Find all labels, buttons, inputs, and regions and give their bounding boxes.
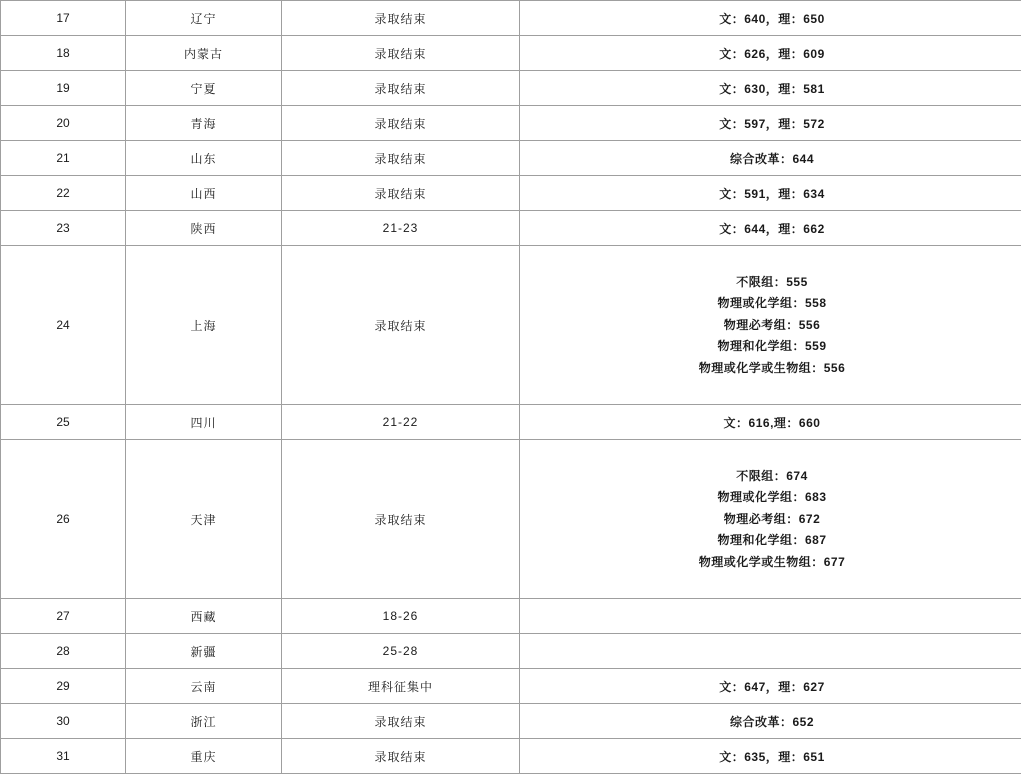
row-province: 辽宁: [126, 1, 282, 36]
score-line: 文：635，理：651: [719, 750, 825, 764]
score-line: 物理必考组：556: [520, 318, 1021, 332]
row-status: 录取结束: [282, 704, 520, 739]
row-score: [520, 211, 1021, 246]
score-line: 物理和化学组：687: [520, 533, 1021, 547]
row-status: 理科征集中: [282, 669, 520, 704]
score-line: 文：647，理：627: [719, 680, 825, 694]
row-score: [520, 634, 1021, 669]
row-status: 21-23: [282, 211, 520, 246]
row-score: [520, 71, 1021, 106]
row-score: [520, 246, 1021, 405]
score-line: 物理和化学组：559: [520, 339, 1021, 353]
row-score: [520, 599, 1021, 634]
table-row: [1, 246, 1021, 405]
row-index: 22: [1, 176, 126, 211]
table-row: [1, 36, 1021, 71]
score-line: 文：597，理：572: [719, 117, 825, 131]
table-row: [1, 211, 1021, 246]
score-line: 物理或化学或生物组：556: [520, 361, 1021, 375]
row-province: 宁夏: [126, 71, 282, 106]
row-province: 上海: [126, 246, 282, 405]
score-line: 不限组：674: [520, 469, 1021, 483]
table-row: [1, 1, 1021, 36]
row-score: [520, 106, 1021, 141]
table-row: [1, 669, 1021, 704]
row-score: [520, 704, 1021, 739]
row-status: 18-26: [282, 599, 520, 634]
row-index: 23: [1, 211, 126, 246]
row-index: 21: [1, 141, 126, 176]
row-province: 青海: [126, 106, 282, 141]
row-status: 录取结束: [282, 440, 520, 599]
row-score: [520, 669, 1021, 704]
table-row: [1, 106, 1021, 141]
row-index: 24: [1, 246, 126, 405]
row-index: 31: [1, 739, 126, 774]
row-province: 内蒙古: [126, 36, 282, 71]
row-status: 录取结束: [282, 141, 520, 176]
row-index: 18: [1, 36, 126, 71]
row-province: 山东: [126, 141, 282, 176]
row-province: 天津: [126, 440, 282, 599]
row-status: 录取结束: [282, 106, 520, 141]
row-index: 30: [1, 704, 126, 739]
row-status: 录取结束: [282, 176, 520, 211]
row-index: 27: [1, 599, 126, 634]
row-province: 山西: [126, 176, 282, 211]
row-index: 26: [1, 440, 126, 599]
row-status: 21-22: [282, 405, 520, 440]
row-score: [520, 440, 1021, 599]
row-score: [520, 36, 1021, 71]
row-index: 17: [1, 1, 126, 36]
score-line-group: [520, 269, 1021, 381]
score-line: 文：640，理：650: [719, 12, 825, 26]
row-province: 云南: [126, 669, 282, 704]
row-province: 四川: [126, 405, 282, 440]
score-line-group: [520, 463, 1021, 575]
row-province: 重庆: [126, 739, 282, 774]
table-row: [1, 176, 1021, 211]
score-line: 物理必考组：672: [520, 512, 1021, 526]
table-row: [1, 405, 1021, 440]
score-line: 综合改革：644: [730, 152, 814, 166]
row-status: 录取结束: [282, 246, 520, 405]
row-status: 录取结束: [282, 739, 520, 774]
score-line: 物理或化学组：558: [520, 296, 1021, 310]
table-row: [1, 739, 1021, 774]
row-status: 录取结束: [282, 36, 520, 71]
row-province: 陕西: [126, 211, 282, 246]
row-index: 28: [1, 634, 126, 669]
score-line: 文：630，理：581: [719, 82, 825, 96]
score-line: 综合改革：652: [730, 715, 814, 729]
row-score: [520, 1, 1021, 36]
table-row: [1, 141, 1021, 176]
score-line: 物理或化学组：683: [520, 490, 1021, 504]
score-line: 文：644，理：662: [719, 222, 825, 236]
row-index: 19: [1, 71, 126, 106]
row-status: 录取结束: [282, 71, 520, 106]
score-line: 文：591，理：634: [719, 187, 825, 201]
row-score: [520, 739, 1021, 774]
row-status: 录取结束: [282, 1, 520, 36]
table-row: [1, 71, 1021, 106]
table-row: [1, 704, 1021, 739]
row-index: 20: [1, 106, 126, 141]
score-line: 文：626，理：609: [719, 47, 825, 61]
table-row: [1, 599, 1021, 634]
table-body: [1, 1, 1021, 774]
row-score: [520, 405, 1021, 440]
row-status: 25-28: [282, 634, 520, 669]
table-row: [1, 634, 1021, 669]
row-province: 新疆: [126, 634, 282, 669]
score-line: 文：616,理：660: [724, 416, 821, 430]
row-score: [520, 141, 1021, 176]
score-line: 不限组：555: [520, 275, 1021, 289]
row-province: 西藏: [126, 599, 282, 634]
row-score: [520, 176, 1021, 211]
row-index: 25: [1, 405, 126, 440]
row-index: 29: [1, 669, 126, 704]
score-line: 物理或化学或生物组：677: [520, 555, 1021, 569]
row-province: 浙江: [126, 704, 282, 739]
table-row: [1, 440, 1021, 599]
